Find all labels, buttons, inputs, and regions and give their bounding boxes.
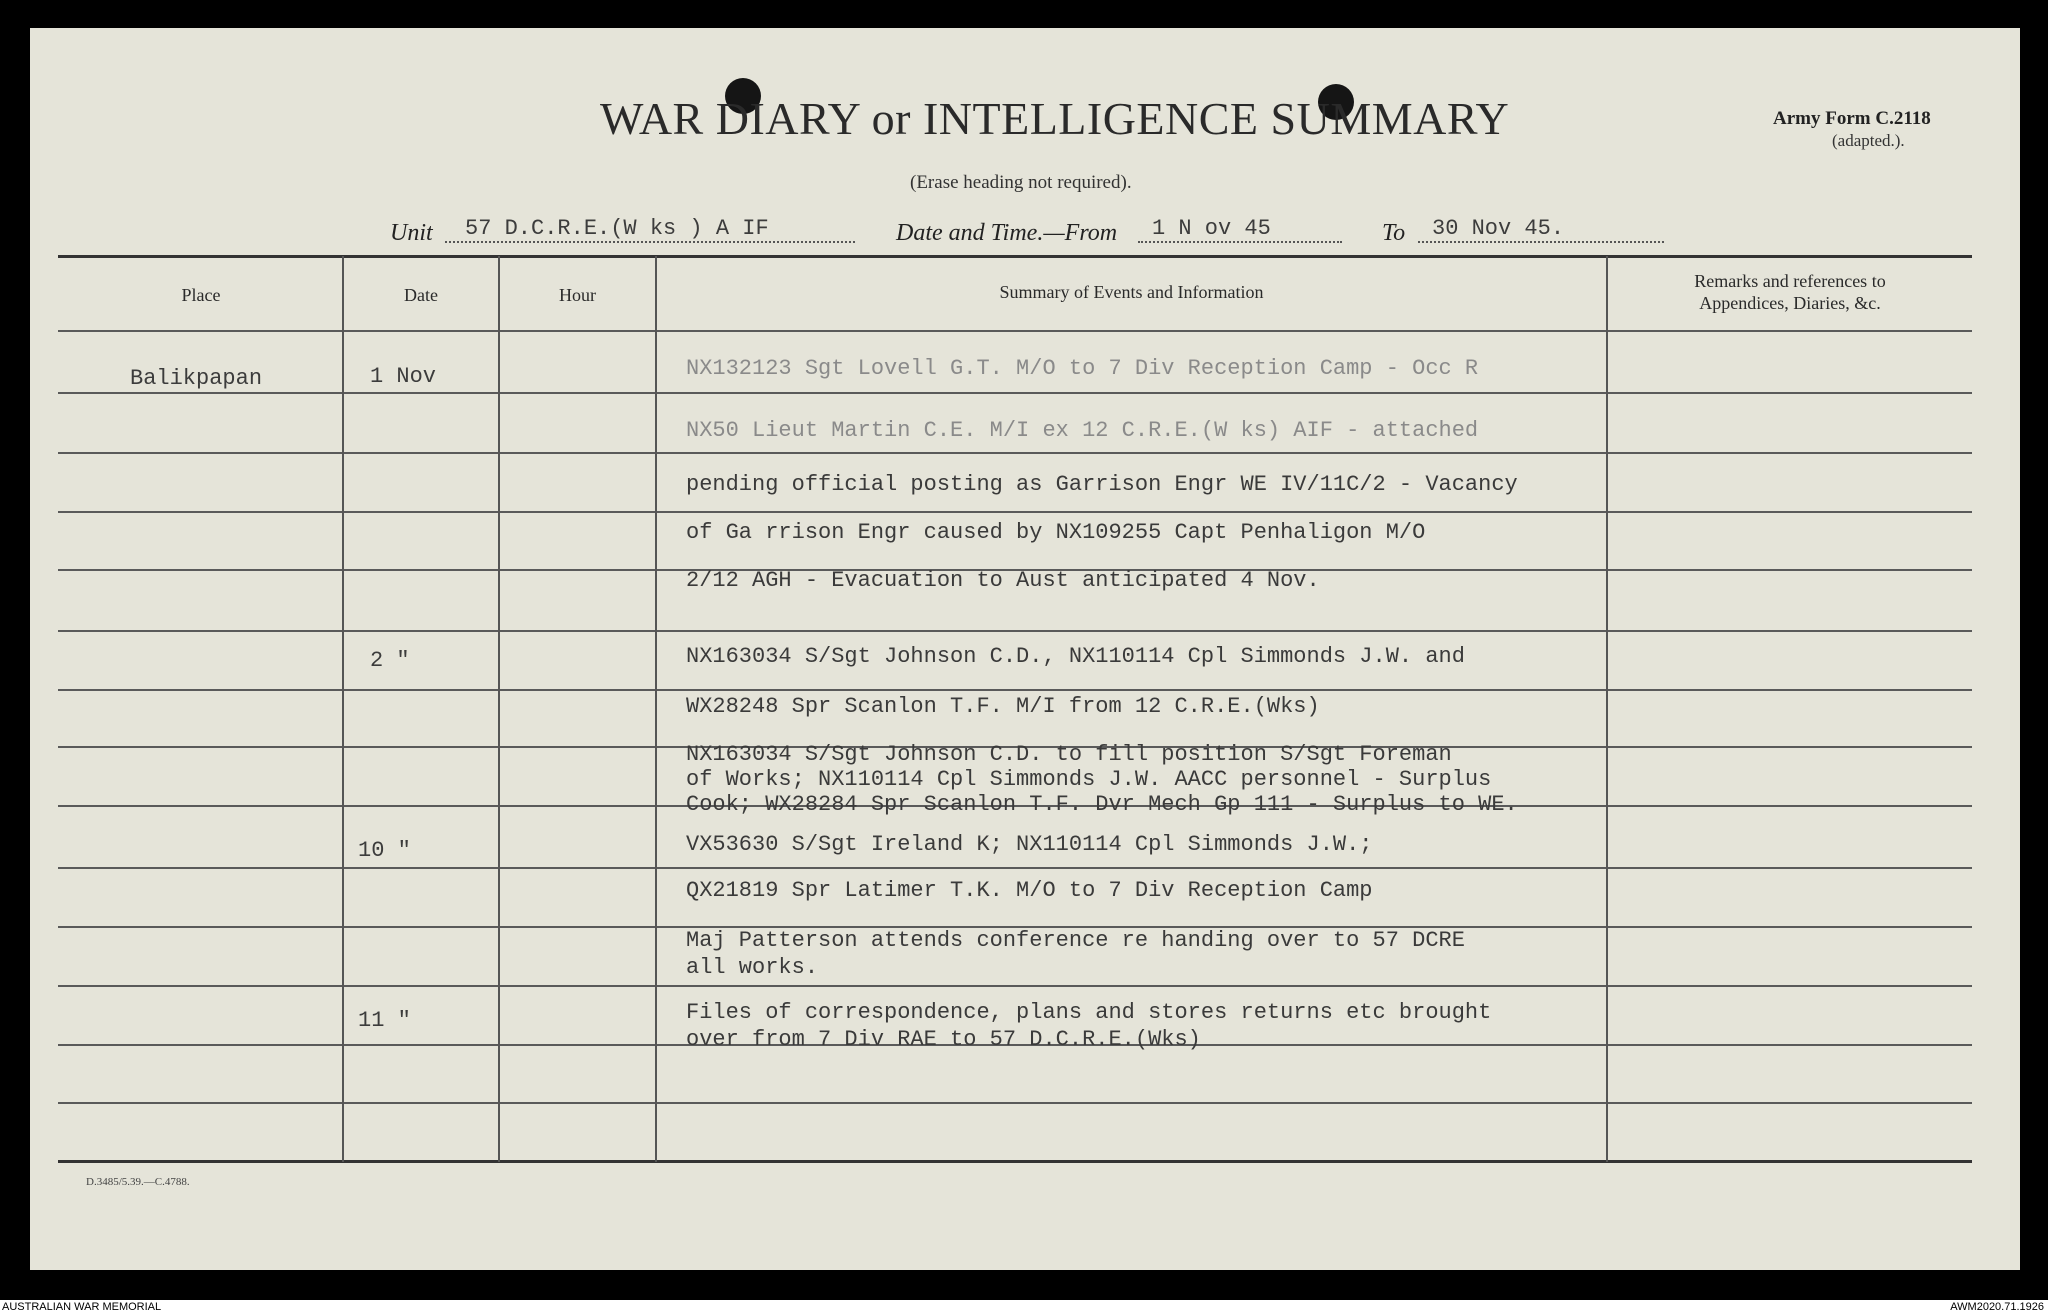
column-rule	[342, 256, 344, 1162]
row-rule	[58, 630, 1972, 632]
header-bottom-rule	[58, 330, 1972, 332]
archive-caption-strip	[0, 1300, 2048, 1314]
date-cell: 2 "	[370, 648, 410, 673]
diary-entry-line: VX53630 S/Sgt Ireland K; NX110114 Cpl Simmonds J.W.;	[686, 832, 1373, 857]
date-to-label: To	[1382, 220, 1406, 246]
date-time-label: Date and Time.—From	[896, 220, 1118, 246]
date-cell: 10 "	[358, 838, 411, 863]
row-rule	[58, 689, 1972, 691]
row-rule	[58, 985, 1972, 987]
column-header-summary: Summary of Events and Information	[999, 282, 1264, 302]
unit-label: Unit	[390, 220, 433, 246]
date-to-value: 30 Nov 45.	[1418, 216, 1664, 243]
print-code: D.3485/5.39.—C.4788.	[86, 1176, 190, 1188]
place-cell: Balikpapan	[130, 366, 263, 391]
diary-entry-line: Files of correspondence, plans and stores returns etc brought	[686, 1000, 1492, 1025]
date-from-value: 1 N ov 45	[1138, 216, 1342, 243]
column-header-hour: Hour	[559, 285, 596, 305]
column-header-place: Place	[181, 285, 221, 305]
diary-entry-line: over from 7 Div RAE to 57 D.C.R.E.(Wks)	[686, 1027, 1201, 1052]
table-bottom-rule	[58, 1160, 1972, 1163]
date-cell: 1 Nov	[370, 364, 437, 389]
remarks-header-line: Appendices, Diaries, &c.	[1699, 293, 1881, 313]
diary-entry-line: pending official posting as Garrison Engr WE IV/11C/2 - Vacancy	[686, 472, 1518, 497]
form-subtitle: (Erase heading not required).	[910, 172, 1132, 193]
army-form-note: (adapted.).	[1832, 131, 1905, 150]
diary-entry-line: of Ga rrison Engr caused by NX109255 Capt Penhaligon M/O	[686, 520, 1426, 545]
unit-value: 57 D.C.R.E.(W ks ) A IF	[445, 216, 855, 243]
diary-entry-line: Maj Patterson attends conference re handing over to 57 DCRE	[686, 928, 1465, 953]
diary-entry-line: all works.	[686, 955, 819, 980]
remarks-header-line: Remarks and references to	[1694, 271, 1886, 291]
diary-entry-line: NX163034 S/Sgt Johnson C.D. to fill position S/Sgt Foreman	[686, 742, 1452, 767]
archive-name: AUSTRALIAN WAR MEMORIAL	[2, 1301, 162, 1313]
row-rule	[58, 867, 1972, 869]
diary-entry-line: Cook; WX28284 Spr Scanlon T.F. Dvr Mech Gp 111 - Surplus to WE.	[686, 792, 1518, 817]
column-header-remarks	[1608, 270, 1972, 314]
army-form-number: Army Form C.2118	[1773, 108, 1931, 129]
date-cell: 11 "	[358, 1008, 411, 1033]
diary-entry-line: WX28248 Spr Scanlon T.F. M/I from 12 C.R.E.(Wks)	[686, 694, 1320, 719]
diary-entry-line: 2/12 AGH - Evacuation to Aust anticipated 4 Nov.	[686, 568, 1320, 593]
row-rule	[58, 452, 1972, 454]
column-rule	[498, 256, 500, 1162]
diary-entry-line: NX50 Lieut Martin C.E. M/I ex 12 C.R.E.(W ks) AIF - attached	[686, 418, 1479, 443]
form-title: WAR DIARY or INTELLIGENCE SUMMARY	[600, 93, 1510, 144]
column-rule	[1606, 256, 1608, 1162]
archive-reference: AWM2020.71.1926	[1950, 1301, 2044, 1313]
row-rule	[58, 392, 1972, 394]
table-top-rule	[58, 255, 1972, 258]
diary-entry-line: NX132123 Sgt Lovell G.T. M/O to 7 Div Reception Camp - Occ R	[686, 356, 1479, 381]
diary-entry-line: NX163034 S/Sgt Johnson C.D., NX110114 Cpl Simmonds J.W. and	[686, 644, 1465, 669]
column-rule	[655, 256, 657, 1162]
row-rule	[58, 511, 1972, 513]
row-rule	[58, 1102, 1972, 1104]
column-header-date: Date	[404, 285, 438, 305]
diary-entry-line: QX21819 Spr Latimer T.K. M/O to 7 Div Reception Camp	[686, 878, 1373, 903]
diary-entry-line: of Works; NX110114 Cpl Simmonds J.W. AACC personnel - Surplus	[686, 767, 1492, 792]
